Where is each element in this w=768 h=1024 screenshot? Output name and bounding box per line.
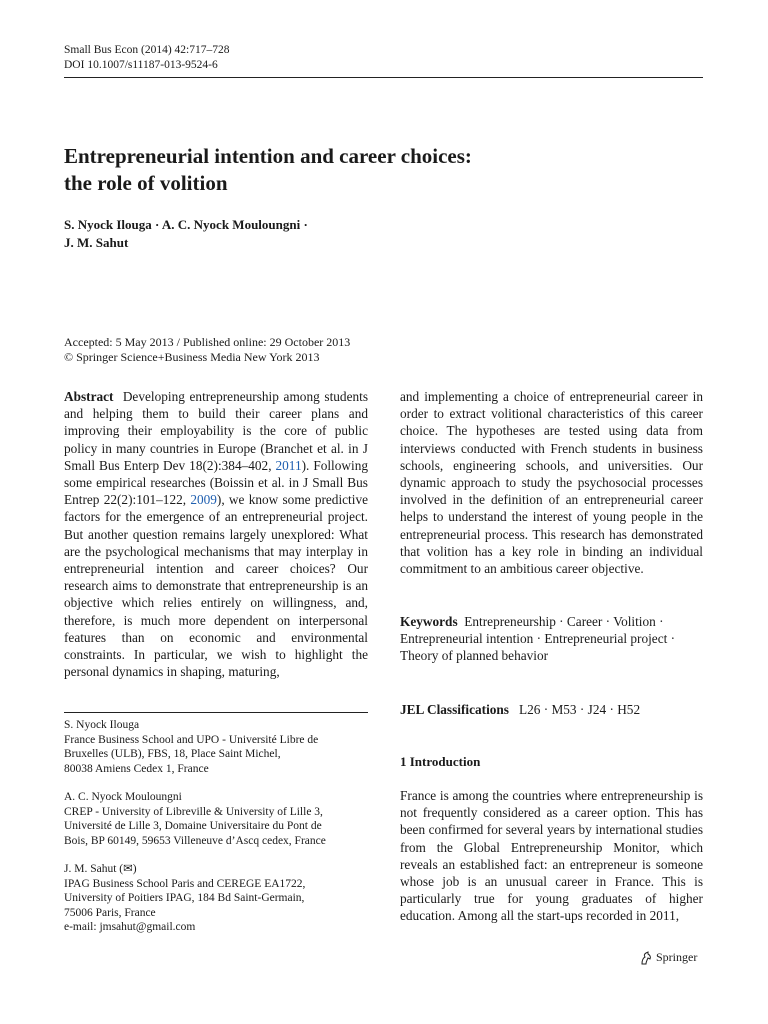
citation-link-2009[interactable]: 2009 [190,492,217,508]
affiliation-email[interactable]: e-mail: jmsahut@gmail.com [64,921,196,933]
affiliation-2 [64,790,368,848]
affiliation-line: IPAG Business School Paris and CEREGE EA1722, [64,877,306,890]
keywords-label: Keywords [400,614,458,629]
title-line-1: Entrepreneurial intention and career choices: [64,144,472,168]
doi: DOI 10.1007/s11187-013-9524-6 [64,59,218,71]
affiliation-line: France Business School and UPO - Université Libre de [64,733,319,746]
title-line-2: the role of volition [64,171,228,195]
abstract-label: Abstract [64,389,114,404]
journal-citation: Small Bus Econ (2014) 42:717–728 [64,44,230,56]
header-rule [64,77,703,78]
affiliation-line: 75006 Paris, France [64,906,156,919]
author-list [64,216,704,252]
affiliations [64,718,368,949]
copyright: © Springer Science+Business Media New York 2013 [64,350,320,364]
citation-link-2011[interactable]: 2011 [275,457,302,473]
affiliation-3 [64,862,368,935]
introduction-text: France is among the countries where entrepreneurship is not frequently considered as a career option. This has been confirmed for several years by international studies from the Global Entrepreneurship Monitor, which reveals an established fact: an entrepreneur is someone whose job is an unusual career in France. This is particularly true for young graduates of higher education. Among all the start-ups recorded in 2011, [400,788,703,924]
keywords-text: Entrepreneurship · Career · Volition · Entrepreneurial intention · Entrepreneurial project · Theory of planned behavior [400,614,676,664]
affiliation-line: CREP - University of Libreville & University of Lille 3, [64,805,323,818]
affiliation-line: 80038 Amiens Cedex 1, France [64,762,209,775]
section-heading-introduction: 1 Introduction [400,754,481,769]
abstract-left [64,388,368,685]
abstract-right: and implementing a choice of entrepreneurial career in order to extract volitional characteristics of this career choice. The hypotheses are tested using data from interviews conducted with French students in business schools, engineering schools, and universities. Our dynamic approach to study the psychosocial processes involved in the definition of an entrepreneurial career helps to understand the interest of young people in the entrepreneurial process. This research has demonstrated that volition has a key role in binding an individual commitment to an ambitious career objective. [400,389,703,577]
jel-codes: L26 · M53 · J24 · H52 [518,702,641,717]
affiliation-name: A. C. Nyock Mouloungni [64,791,182,803]
affiliation-line: Bruxelles (ULB), FBS, 18, Place Saint Michel, [64,748,281,760]
abstract-text-3: ), we know some predictive factors for the emergence of an entrepreneurial project. But another question remains largely unexplored: What are the psychological mechanisms that may interplay in entrepreneurial intention and career choices? Our research aims to demonstrate that entrepreneurship is an objective which relies entirely on willingness, and, therefore, is much more dependent on interpersonal features than on economic and environmental constraints. In particular, we wish to highlight the personal dynamics in shaping, maturing, [64,492,368,680]
affiliation-name: J. M. Sahut (✉) [64,863,137,875]
abstract-text-2: ). Following some empirical researches (Boissin et al. in J Small Bus Entrep 22(2):101–122, [64,457,368,508]
authors-line-1: S. Nyock Ilouga · A. C. Nyock Mouloungni · [64,217,308,232]
paper-title [64,143,704,197]
affiliation-name: S. Nyock Ilouga [64,719,140,731]
abstract-text-1: Developing entrepreneurship among students and helping them to build their career plans and improving their employability is the core of public policy in many countries in Europe (Branchet et al. in J Small Bus Enterp Dev 18(2):384–402, [64,389,368,473]
authors-line-2: J. M. Sahut [64,235,129,250]
affiliation-line: Bois, BP 60149, 59653 Villeneuve d’Ascq cedex, France [64,834,326,847]
publisher-footer [640,950,697,965]
jel-label: JEL Classifications [400,702,509,717]
springer-horse-icon [640,951,652,965]
keywords [400,613,703,665]
springer-label: Springer [656,950,698,964]
jel-classifications [400,701,703,718]
affiliation-line: Université de Lille 3, Domaine Universitaire du Pont de [64,820,322,832]
affiliation-1 [64,718,368,776]
affiliation-line: University of Poitiers IPAG, 184 Bd Saint-Germain, [64,892,305,904]
footnote-rule [64,712,368,713]
dates: Accepted: 5 May 2013 / Published online: 29 October 2013 [64,335,351,349]
